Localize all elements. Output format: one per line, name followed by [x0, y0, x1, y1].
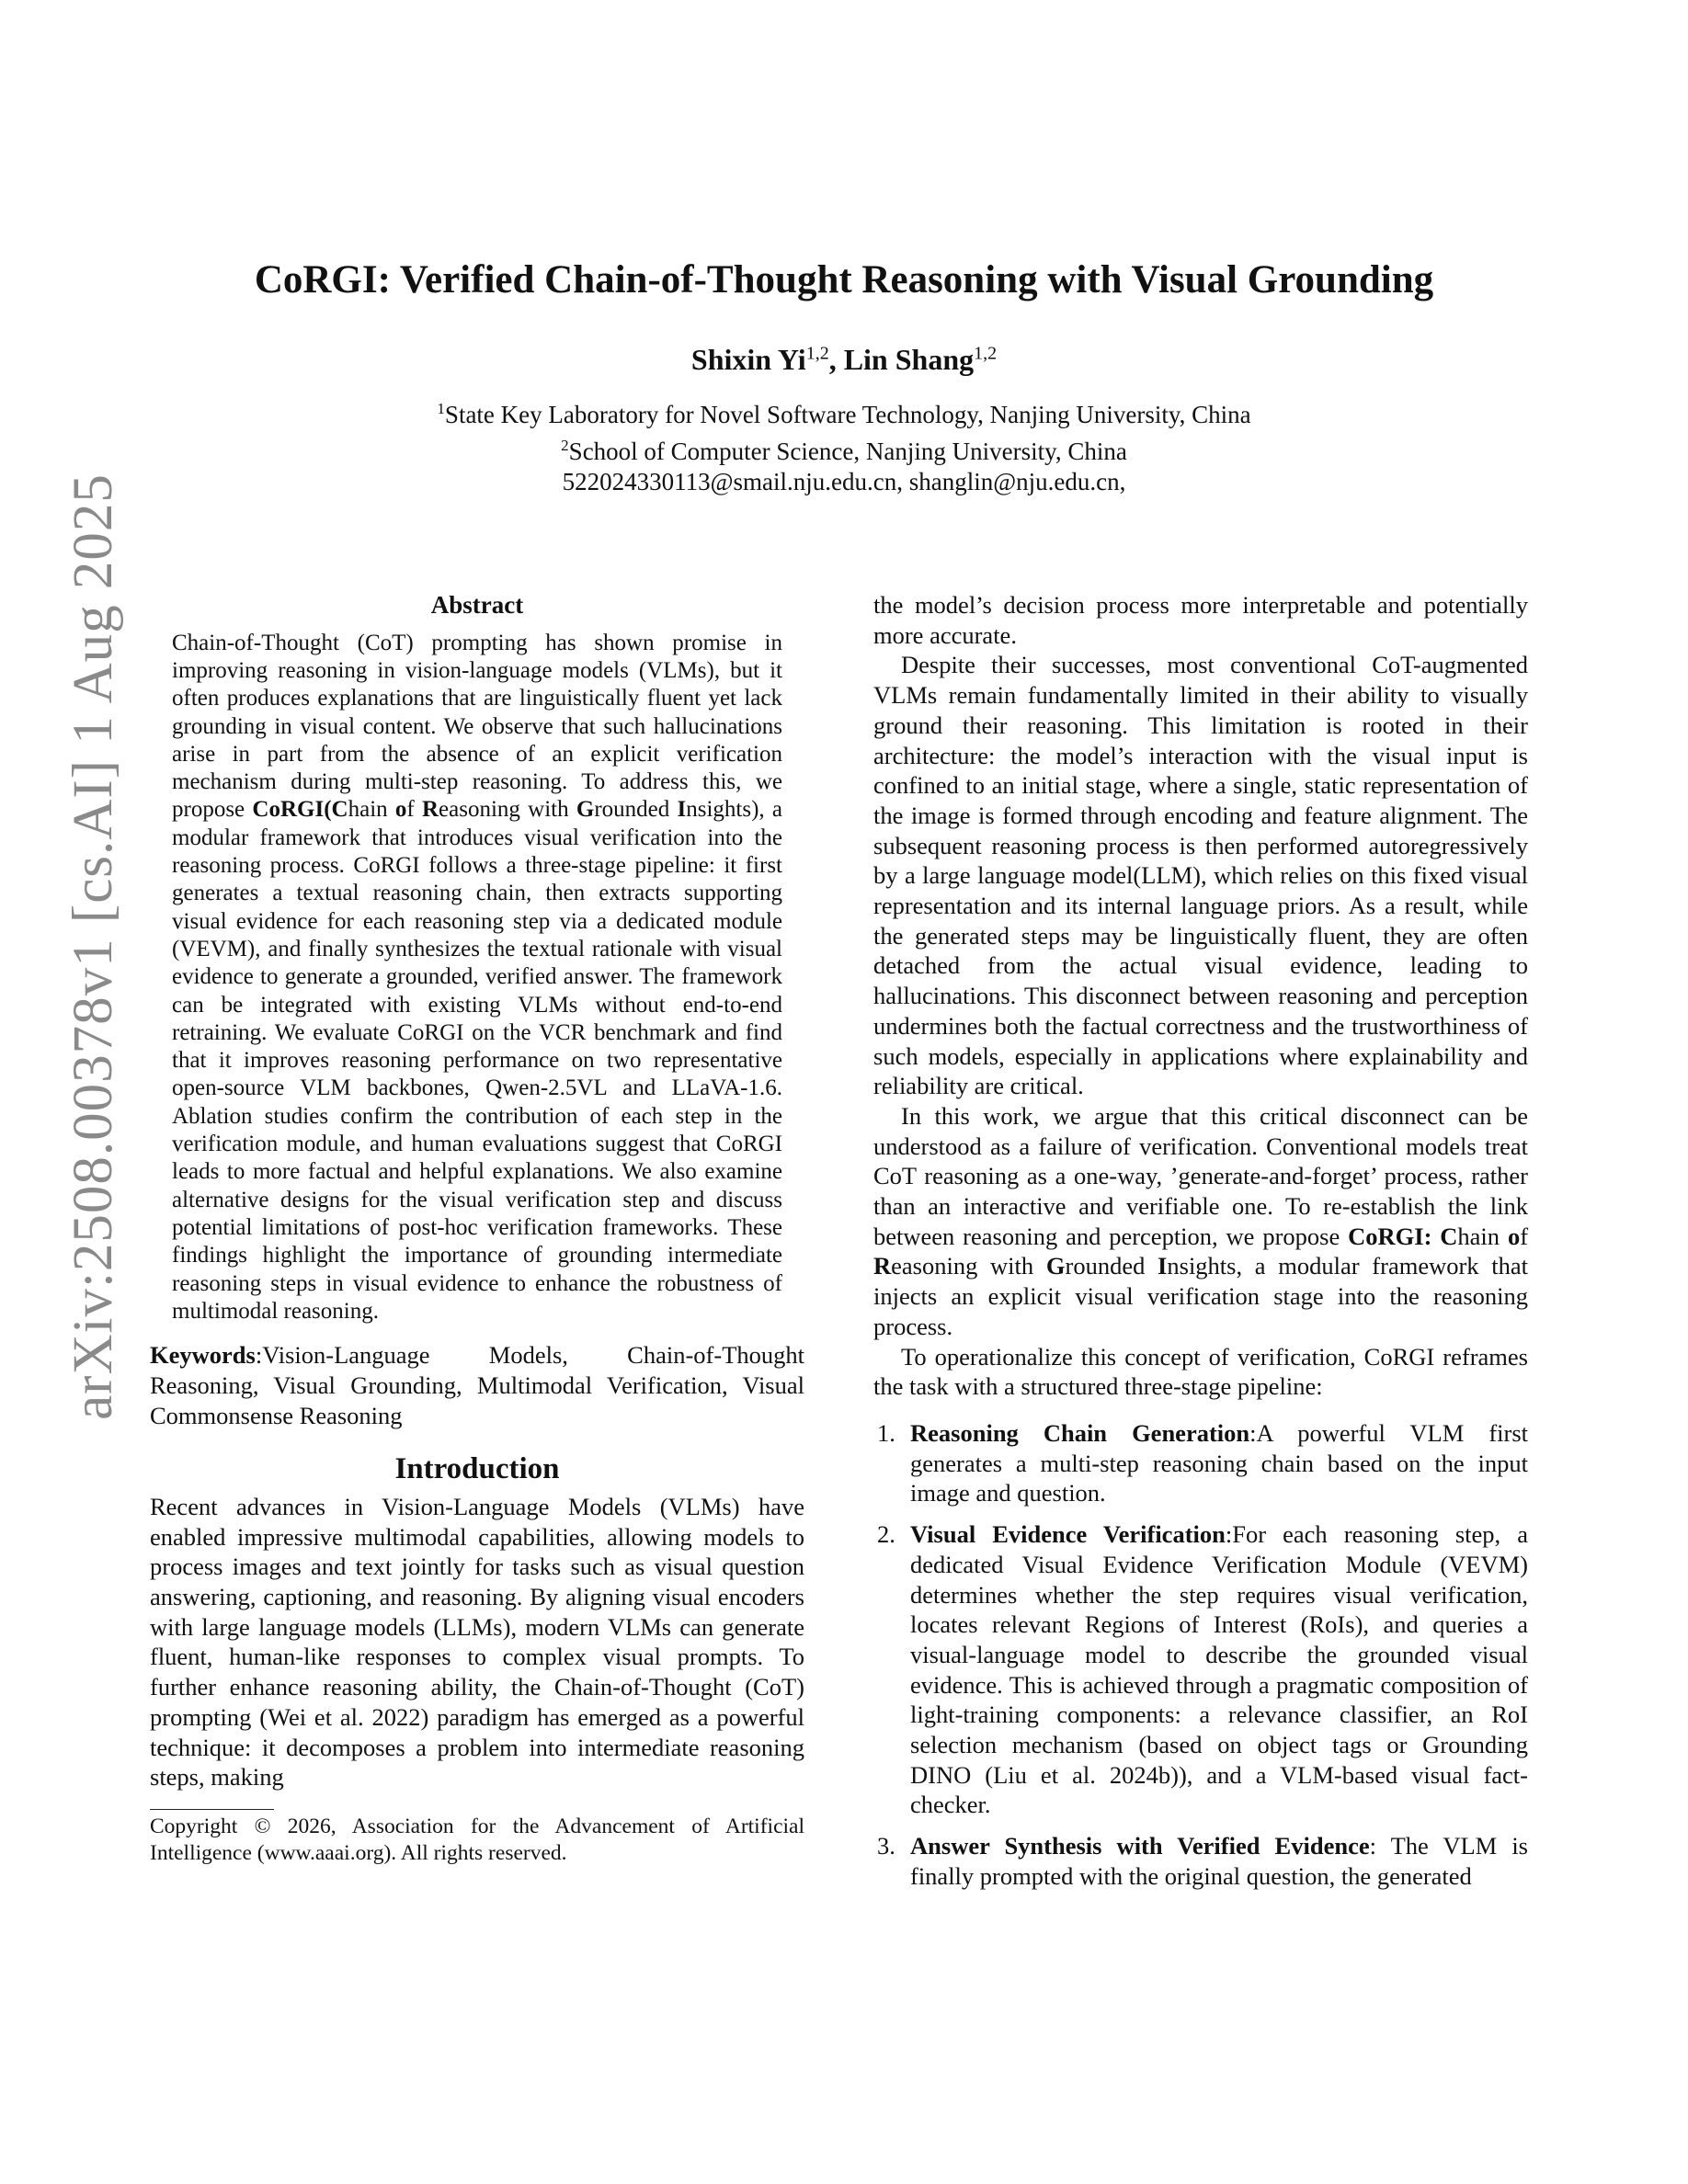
left-column	[150, 590, 804, 1867]
intro-run: In this work, we argue that this critical disconnect can be understood as a failure of verification. Conventional models treat CoT reasoning as a one-way, ’generate-and-forget’ process, rather than an interactive and verifiable one. To re-establish the link between reasoning and perception, we propose	[873, 1101, 1528, 1250]
list-item-title: Answer Synthesis with Verified Evidence	[910, 1832, 1370, 1860]
intro-bold: G	[1045, 1252, 1066, 1280]
abstract-run: nsights), a modular framework that introduces visual verification into the reasoning process. CoRGI follows a three-stage pipeline: it first generates a textual reasoning chain, then extracts supporting visual evidence for each reasoning step via a dedicated module (VEVM), and finally synthesizes the textual rationale with visual evidence to generate a grounded, verified answer. The framework can be integrated with existing VLMs without end-to-end retraining. We evaluate CoRGI on the VCR benchmark and find that it improves reasoning performance on two representative open-source VLM backbones, Qwen-2.5VL and LLaVA-1.6. Ablation studies confirm the contribution of each step in the verification module, and human evaluations suggest that CoRGI leads to more factual and helpful explanations. We also examine alternative designs for the visual verification step and discuss potential limitations of post-hoc verification frameworks. These findings highlight the importance of grounding intermediate reasoning steps in visual evidence to enhance the robustness of multimodal reasoning.	[172, 797, 782, 1324]
abstract-bold: C	[331, 797, 348, 823]
paper-title: CoRGI: Verified Chain-of-Thought Reasoning with Visual Grounding	[254, 258, 1434, 301]
list-number: 3.	[877, 1832, 895, 1860]
abstract-bold: (	[324, 797, 332, 823]
pipeline-list	[873, 1418, 1528, 1892]
affiliation-1	[0, 393, 1688, 430]
intro-run: rounded	[1065, 1252, 1158, 1280]
abstract-bold: I	[677, 797, 687, 823]
affil-text: School of Computer Science, Nanjing University, China	[568, 438, 1127, 465]
keywords-label: Keywords	[150, 1341, 256, 1370]
list-item-title: Reasoning Chain Generation	[910, 1418, 1250, 1447]
arxiv-identifier: arXiv:2508.00378v1 [cs.AI] 1 Aug 2025	[63, 473, 124, 1420]
list-item-text: :For each reasoning step, a dedicated Visual Evidence Verification Module (VEVM) determines whether the step requires visual verification, locates relevant Regions of Interest (RoIs), and queries a visual-language model to describe the grounded visual evidence. This is achieved through a pragmatic composition of light-training components: a relevance classifier, an RoI selection mechanism (based on object tags or Grounding DINO (Liu et al. 2024b)), and a VLM-based visual fact-checker.	[910, 1520, 1528, 1819]
intro-run: easoning with	[891, 1252, 1046, 1280]
author-name: Lin Shang	[843, 343, 975, 376]
intro-run: f	[1520, 1222, 1529, 1250]
author-affil-sup: 1,2	[805, 343, 829, 364]
abstract-bold: o	[394, 797, 407, 823]
author-separator: ,	[828, 343, 844, 376]
affil-text: State Key Laboratory for Novel Software Technology, Nanjing University, China	[444, 401, 1251, 428]
author-line	[0, 343, 1688, 377]
intro-bold: R	[873, 1252, 892, 1280]
list-number: 2.	[877, 1520, 895, 1549]
introduction-heading: Introduction	[394, 1452, 560, 1486]
intro-bold: C	[1440, 1222, 1458, 1250]
pipeline-item	[873, 1418, 1528, 1508]
abstract-run: hain	[348, 797, 395, 823]
affiliations	[0, 393, 1688, 497]
abstract-run: Chain-of-Thought (CoT) prompting has shown promise in improving reasoning in vision-language models (VLMs), but it often produces explanations that are linguistically fluent yet lack grounding in visual content. We observe that such hallucinations arise in part from the absence of an explicit verification mechanism during multi-step reasoning. To address this, we propose	[172, 630, 782, 823]
author-name: Shixin Yi	[690, 343, 806, 376]
abstract-run: f	[406, 797, 422, 823]
keywords-text: :Vision-Language Models, Chain-of-Thought Reasoning, Visual Grounding, Multimodal Verification, Visual Commonsense Reasoning	[150, 1341, 804, 1429]
abstract-run: easoning with	[439, 797, 576, 823]
intro-bold: :	[1423, 1222, 1441, 1250]
list-item-text: : The VLM is finally prompted with the original question, the generated	[910, 1832, 1528, 1890]
intro-bold: CoRGI	[1348, 1222, 1424, 1250]
right-column	[873, 590, 1528, 1903]
affil-sup: 2	[561, 437, 569, 454]
list-item-title: Visual Evidence Verification	[910, 1520, 1226, 1549]
abstract-bold: G	[576, 797, 595, 823]
list-item-text: :A powerful VLM first generates a multi-step reasoning chain based on the input image and question.	[910, 1418, 1529, 1507]
abstract-bold: CoRGI	[252, 797, 325, 823]
intro-bold: o	[1507, 1222, 1521, 1250]
copyright-footnote: Copyright © 2026, Association for the Advancement of Artificial Intelligence (www.aaai.org). All rights reserved.	[150, 1814, 804, 1865]
author-emails: 522024330113@smail.nju.edu.cn, shanglin@nju.edu.cn,	[562, 468, 1126, 495]
footnote-rule	[150, 1809, 274, 1810]
arxiv-sidebar	[63, 349, 124, 1544]
intro-paragraph-2: Despite their successes, most conventional CoT-augmented VLMs remain fundamentally limited in their ability to visually ground their reasoning. This limitation is rooted in their architecture: the model’s interaction with the visual input is confined to an initial stage, where a single, static representation of the image is formed through encoding and feature alignment. The subsequent reasoning process is then performed autoregressively by a large language model(LLM), which relies on this fixed visual representation and its internal language priors. As a result, while the generated steps may be linguistically fluent, they are often detached from the actual visual evidence, leading to hallucinations. This disconnect between reasoning and perception undermines both the factual correctness and the trustworthiness of such models, especially in applications where explainability and reliability are critical.	[873, 651, 1528, 1100]
intro-paragraph-4: To operationalize this concept of verification, CoRGI reframes the task with a structured three-stage pipeline:	[873, 1342, 1528, 1401]
intro-paragraph-1-continued: the model’s decision process more interpretable and potentially more accurate.	[873, 591, 1528, 649]
intro-paragraph-1: Recent advances in Vision-Language Models (VLMs) have enabled impressive multimodal capabilities, allowing models to process images and text jointly for tasks such as visual question answering, captioning, and reasoning. By aligning visual encoders with large language models (LLMs), modern VLMs can generate fluent, human-like responses to complex visual prompts. To further enhance reasoning ability, the Chain-of-Thought (CoT) prompting (Wei et al. 2022) paradigm has emerged as a powerful technique: it decomposes a problem into intermediate reasoning steps, making	[150, 1492, 804, 1792]
keywords	[150, 1340, 804, 1430]
intro-run: hain	[1457, 1222, 1508, 1250]
abstract-text	[150, 630, 804, 1325]
affiliation-2	[0, 430, 1688, 467]
pipeline-item	[873, 1831, 1528, 1891]
abstract-run: rounded	[594, 797, 678, 823]
author-affil-sup: 1,2	[974, 343, 998, 364]
intro-bold: I	[1158, 1252, 1168, 1280]
abstract-heading: Abstract	[430, 591, 524, 619]
pipeline-item	[873, 1519, 1528, 1820]
list-number: 1.	[877, 1418, 895, 1447]
affil-sup: 1	[437, 400, 445, 417]
abstract-bold: R	[421, 797, 439, 823]
intro-run: nsights, a modular framework that injects an explicit visual verification stage into the reasoning process.	[873, 1252, 1528, 1340]
intro-paragraph-3	[873, 1101, 1528, 1342]
